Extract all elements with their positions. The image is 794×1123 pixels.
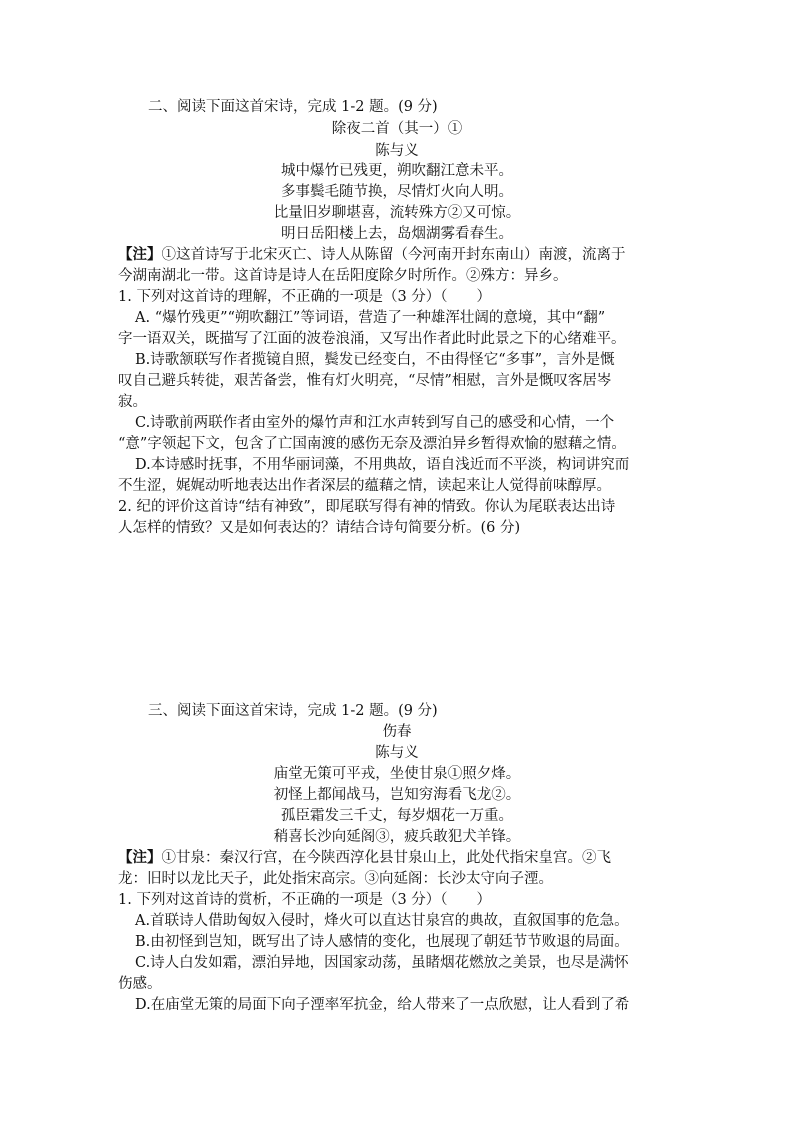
section3-poem-title: 伤春 <box>382 724 412 740</box>
section2-option-a: A. “爆竹残更”“朔吹翻江”等词语，营造了一种雄浑壮阔的意境，其中“翻” <box>135 310 606 326</box>
section2-poem-line: 明日岳阳楼上去，岛烟湖雾看春生。 <box>281 226 513 242</box>
section2-option-b-cont: 寂。 <box>118 394 147 410</box>
note-text: ①甘泉：秦汉行宫，在今陕西淳化县甘泉山上，此处代指宋皇宫。②飞 <box>161 850 611 866</box>
section2-question-1: 1. 下列对这首诗的理解，不正确的一项是（3 分）（ ） <box>118 289 492 305</box>
section2-option-b-cont: 叹自己避兵转徙，艰苦备尝，惟有灯火明亮，“尽情”相慰，言外是慨叹客居岑 <box>118 373 612 389</box>
section2-option-a-cont: 字一语双关，既描写了江面的波卷浪涌，又写出作者此时此景之下的心绪难平。 <box>118 331 626 347</box>
section2-question-2: 2. 纪的评价这首诗“结有神致”，即尾联写得有神的情致。你认为尾联表达出诗 <box>118 499 616 515</box>
section2-note-line: 今湖南湖北一带。这首诗是诗人在岳阳度除夕时所作。②殊方：异乡。 <box>118 268 568 284</box>
section3-option-c: C.诗人白发如霜，漂泊异地，因国家动荡，虽睹烟花燃放之美景，也尽是满怀 <box>135 955 629 971</box>
section2-option-d-cont: 不生涩，娓娓动听地表达出作者深层的蕴藉之情，读起来让人觉得前味醇厚。 <box>118 478 611 494</box>
section3-option-a: A.首联诗人借助匈奴入侵时，烽火可以直达甘泉宫的典故，直叙国事的危急。 <box>135 913 629 929</box>
section3-option-d: D.在庙堂无策的局面下向子湮率军抗金，给人带来了一点欣慰，让人看到了希 <box>135 997 630 1013</box>
section2-option-d: D.本诗感时抚事，不用华丽词藻，不用典故，语自浅近而不平淡，构词讲究而 <box>135 457 630 473</box>
section2-question-2-cont: 人怎样的情致？又是如何表达的？请结合诗句简要分析。(6 分) <box>118 520 521 536</box>
section3-poem-line: 初怪上都闻战马，岂知穷海看飞龙②。 <box>273 787 521 803</box>
section2-heading: 二、阅读下面这首宋诗，完成 1-2 题。(9 分) <box>148 99 438 115</box>
section3-option-b: B.由初怪到岂知，既写出了诗人感情的变化，也展现了朝廷节节败退的局面。 <box>135 934 629 950</box>
section2-poem-line: 多事鬓毛随节换，尽情灯火向人明。 <box>281 184 513 200</box>
note-text: ①这首诗写于北宋灭亡、诗人从陈留（今河南开封东南山）南渡，流离于 <box>161 247 626 263</box>
section3-note <box>118 848 611 868</box>
section3-author: 陈与义 <box>375 745 419 761</box>
section2-note <box>118 245 626 265</box>
section3-poem-line: 庙堂无策可平戎，坐使甘泉①照夕烽。 <box>273 766 521 782</box>
section3-heading: 三、阅读下面这首宋诗，完成 1-2 题。(9 分) <box>148 703 438 719</box>
section3-option-c-cont: 伤感。 <box>118 976 162 992</box>
section2-option-c: C.诗歌前两联作者由室外的爆竹声和江水声转到写自己的感受和心情，一个 <box>135 415 615 431</box>
section3-poem-line: 稍喜长沙向延阁③，疲兵敢犯犬羊锋。 <box>273 829 521 845</box>
section2-option-c-cont: “意”字领起下文，包含了亡国南渡的感伤无奈及漂泊异乡暂得欢愉的慰藉之情。 <box>118 436 626 452</box>
section2-poem-line: 比量旧岁聊堪喜，流转殊方②又可惊。 <box>273 205 521 221</box>
section2-poem-line: 城中爆竹已残更，朔吹翻江意未平。 <box>281 163 513 179</box>
section2-option-b: B.诗歌颔联写作者揽镜自照，鬓发已经变白，不由得怪它“多事”，言外是慨 <box>135 352 615 368</box>
note-label: 【注】 <box>118 849 162 866</box>
section3-poem-line: 孤臣霜发三千丈，每岁烟花一万重。 <box>281 808 513 824</box>
section2-author: 陈与义 <box>375 143 419 159</box>
section3-question-1: 1. 下列对这首诗的赏析，不正确的一项是（3 分）（ ） <box>118 892 492 908</box>
section3-note-line: 龙：旧时以龙比天子，此处指宋高宗。③向延阁：长沙太守向子湮。 <box>118 871 553 887</box>
section2-poem-title: 除夜二首（其一）① <box>331 121 463 137</box>
note-label: 【注】 <box>118 246 162 263</box>
